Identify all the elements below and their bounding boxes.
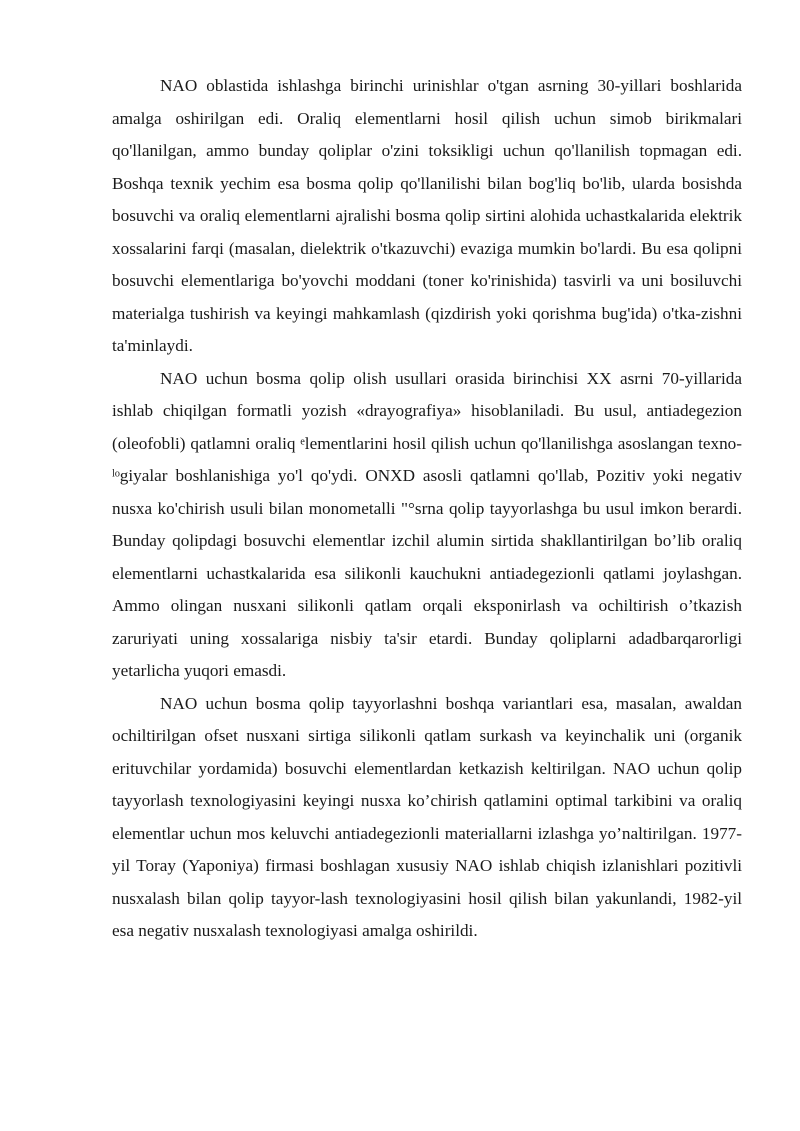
document-body	[112, 70, 742, 948]
paragraph-3: NAO uchun bosma qolip tayyorlashni boshqa variantlari esa, masalan, awaldan ochiltirilgan ofset nusxani sirtiga silikonli qatlam surkash va keyinchalik uni (organik erituvchilar yordamida) bosuvchi elementlardan ketkazish keltirilgan. NAO uchun qolip tayyorlash texnologiyasini keyingi nusxa ko’chirish qatlamini optimal tarkibini va oraliq elementlar uchun mos keluvchi antiadegezionli materiallarni izlashga yo’naltirilgan. 1977-yil Toray (Yaponiya) firmasi boshlagan xususiy NAO ishlab chiqish izlanishlari pozitivli nusxalash bilan qolip tayyor-lash texnologiyasini hosil qilish bilan yakunlandi, 1982-yil esa negativ nusxalash texnologiyasi amalga oshirildi.	[112, 693, 742, 940]
paragraph-1: NAO oblastida ishlashga birinchi urinishlar o'tgan asrning 30-yillari boshlarida amalga oshirilgan edi. Oraliq elementlarni hosil qilish uchun simob birikmalari qo'llanilgan, ammo bunday qoliplar o'zini toksikligi uchun qo'llanilish topmagan edi. Boshqa texnik yechim esa bosma qolip qo'llanilishi bilan bog'liq bo'lib, ularda bosishda bosuvchi va oraliq elementlarni ajralishi bosma qolip sirtini alohida uchastkalarida elektrik xossalarini farqi (masalan, dielektrik o'tkazuvchi) evaziga mumkin bo'lardi. Bu esa qolipni bosuvchi elementlariga bo'yovchi moddani (toner ko'rinishida) tasvirli va uni bosiluvchi materialga tushirish va keyingi mahkamlash (qizdirish yoki qorishma bug'ida) o'tka-zishni ta'minlaydi.	[112, 76, 742, 355]
paragraph-2: NAO uchun bosma qolip olish usullari orasida birinchisi XX asrni 70-yillarida ishlab chiqilgan formatli yozish «drayografiya» hisoblaniladi. Bu usul, antiadegezion (oleofobli) qatlamni oraliq ᵉlementlarini hosil qilish uchun qo'llanilishga asoslangan texno-ˡᵒgiyalar boshlanishiga yo'l qo'ydi. ONXD asosli qatlamni qo'llab, Pozitiv yoki negativ nusxa ko'chirish usuli bilan monometalli "°srna qolip tayyorlashga bu usul imkon berardi. Bunday qolipdagi bosuvchi elementlar izchil alumin sirtida shakllantirilgan bo’lib oraliq elementlarni uchastkalarida esa silikonli kauchukni antiadegezionli qatlami joylashgan. Ammo olingan nusxani silikonli qatlam orqali eksponirlash va ochiltirish o’tkazish zaruriyati uning xossalariga nisbiy ta'sir etardi. Bunday qoliplarni adadbarqarorligi yetarlicha yuqori emasdi.	[112, 368, 742, 680]
